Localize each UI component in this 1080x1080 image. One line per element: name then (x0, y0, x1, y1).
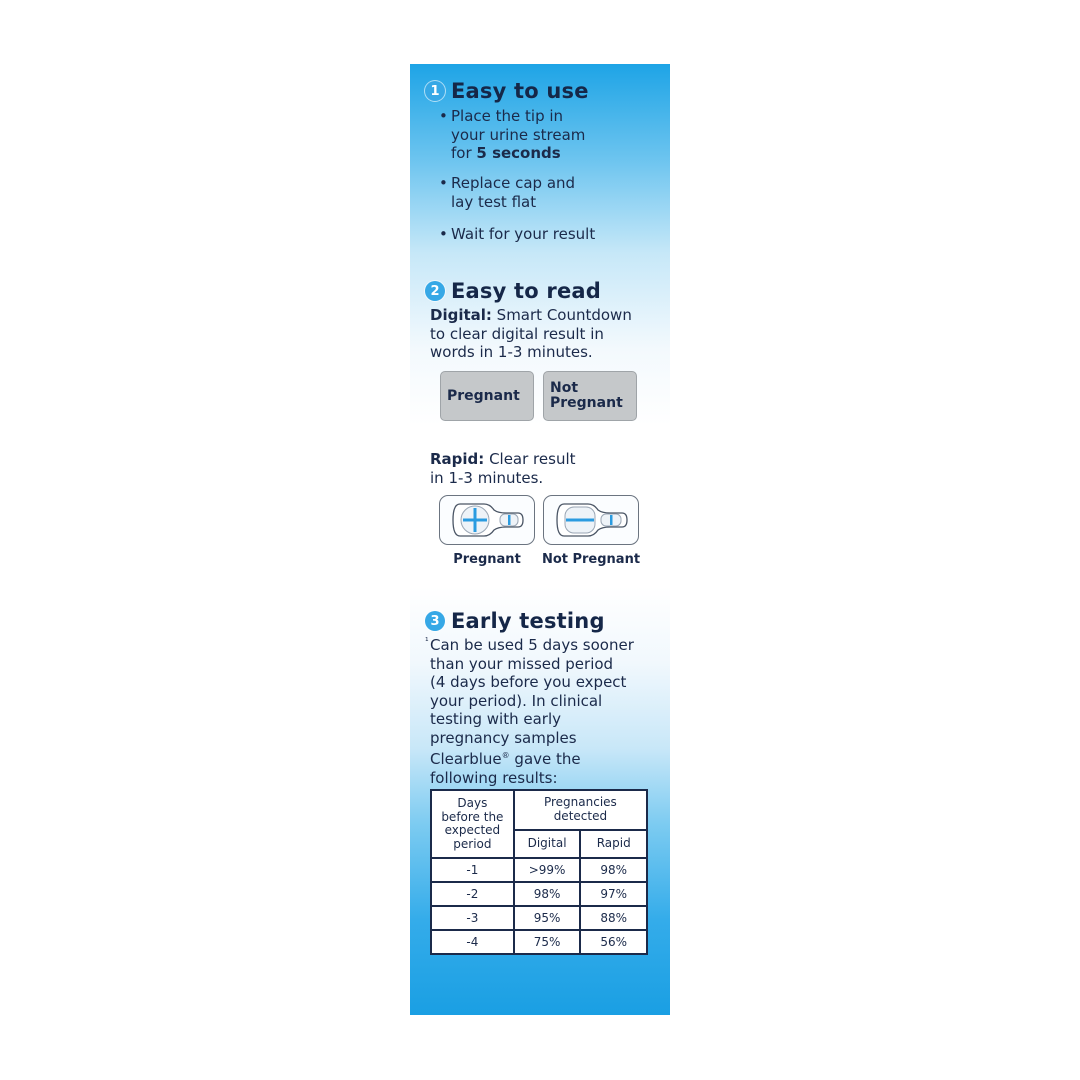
description-line: following results: (430, 768, 558, 787)
cell-digital: >99% (514, 858, 581, 882)
header-text: Days (457, 796, 488, 810)
bullet-dot: • (439, 174, 448, 192)
package-side-panel (410, 64, 670, 1015)
plus-result-icon (440, 496, 534, 544)
bullet-text: lay test flat (451, 192, 537, 211)
digital-label: Digital: (430, 306, 492, 324)
bullet-dot: • (439, 107, 448, 125)
rapid-text: in 1-3 minutes. (430, 468, 544, 487)
cell-days: -1 (431, 858, 514, 882)
section-title: Early testing (451, 609, 605, 633)
rapid-label: Rapid: (430, 450, 485, 468)
section-easy-to-use-heading (425, 79, 589, 103)
cell-days: -4 (431, 930, 514, 954)
early-testing-description (425, 636, 634, 787)
minus-result-icon (544, 496, 638, 544)
digital-text: words in 1-3 minutes. (430, 343, 593, 361)
cell-digital: 98% (514, 882, 581, 906)
footnote-mark: ¹ (425, 637, 429, 647)
bullet-dot: • (439, 225, 448, 243)
description-line: than your missed period (430, 654, 614, 673)
instruction-bullet (439, 107, 585, 163)
description-line: testing with early (430, 710, 561, 728)
screen-text (550, 381, 623, 411)
section-easy-to-read-heading (425, 279, 601, 303)
bullet-text: your urine stream (451, 125, 586, 144)
instruction-bullet (439, 225, 595, 244)
results-table (430, 789, 648, 955)
rapid-stick-pregnant (439, 495, 535, 545)
section-early-testing-heading (425, 609, 605, 633)
section-title: Easy to use (451, 79, 589, 103)
bullet-text: Replace cap and (451, 174, 576, 192)
header-pregnancies-detected (514, 790, 647, 830)
cell-rapid: 56% (580, 930, 647, 954)
digital-text: Smart Countdown (491, 306, 632, 324)
cell-digital: 75% (514, 930, 581, 954)
description-line: your period). In clinical (430, 691, 603, 710)
header-text: detected (553, 808, 608, 823)
bullet-text: Wait for your result (451, 225, 596, 243)
registered-mark: ® (501, 751, 510, 760)
rapid-description (430, 450, 576, 487)
header-text: before the (441, 809, 504, 824)
instruction-bullet (439, 174, 575, 211)
rapid-stick-not-pregnant (543, 495, 639, 545)
step-3-badge: 3 (425, 611, 445, 631)
stick-label-not-pregnant: Not Pregnant (541, 552, 641, 567)
cell-rapid: 97% (580, 882, 647, 906)
digital-description (430, 306, 632, 362)
table-row (431, 906, 647, 930)
header-text: period (453, 836, 492, 851)
bullet-bold-text: 5 seconds (476, 144, 561, 162)
cell-rapid: 98% (580, 858, 647, 882)
screen-text: Pregnant (447, 387, 520, 404)
cell-digital: 95% (514, 906, 581, 930)
table-row (431, 882, 647, 906)
cell-rapid: 88% (580, 906, 647, 930)
table-row (431, 930, 647, 954)
cell-days: -2 (431, 882, 514, 906)
section-title: Easy to read (451, 279, 601, 303)
screen-text-line: Pregnant (550, 395, 623, 411)
table-header-row (431, 790, 647, 830)
description-line: pregnancy samples (430, 728, 577, 747)
rapid-text: Clear result (484, 450, 576, 468)
screen-text-line: Not (550, 380, 579, 396)
digital-screen-not-pregnant (543, 371, 637, 421)
bullet-text: for (451, 144, 477, 162)
step-1-badge: 1 (425, 81, 445, 101)
digital-text: to clear digital result in (430, 324, 604, 343)
description-line: gave the (509, 750, 581, 768)
step-2-badge: 2 (425, 281, 445, 301)
cell-days: -3 (431, 906, 514, 930)
description-line: (4 days before you expect (430, 673, 627, 691)
header-text: expected (444, 823, 501, 837)
header-days (431, 790, 514, 858)
header-rapid: Rapid (580, 830, 647, 858)
digital-screen-pregnant (440, 371, 534, 421)
bullet-text: Place the tip in (451, 107, 564, 125)
header-digital: Digital (514, 830, 581, 858)
stick-label-pregnant: Pregnant (453, 552, 521, 567)
brand-name: Clearblue (430, 750, 502, 768)
header-text: Pregnancies (543, 795, 617, 810)
table-row (431, 858, 647, 882)
description-line: Can be used 5 days sooner (430, 636, 634, 654)
